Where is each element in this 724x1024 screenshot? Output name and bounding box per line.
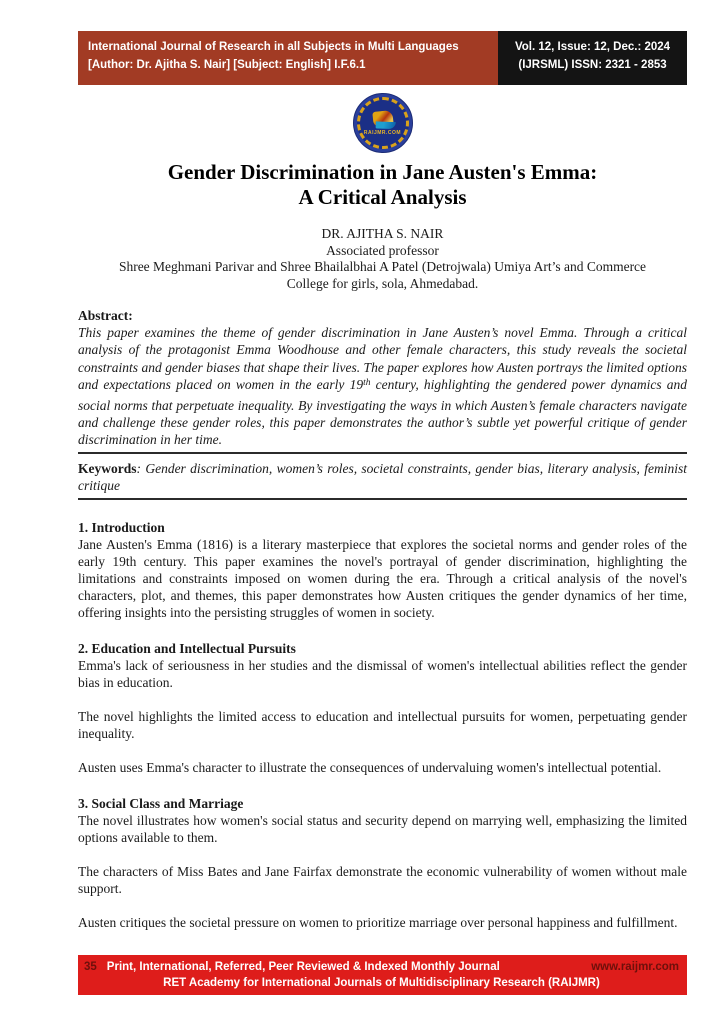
abstract-part2: century, highlighting the gendered power dynamics and social norms that perpetuate inequality. By investigating the ways in which Austen’s female characters navigate and challenge these gender roles, this paper demonstrates the author’s subtle yet powerful critique of gender discrimination in her time. bbox=[78, 377, 688, 448]
logo-outer-ring bbox=[357, 97, 409, 149]
journal-header-bar bbox=[78, 31, 687, 85]
author-designation: Associated professor bbox=[326, 242, 439, 258]
journal-author-subject: [Author: Dr. Ajitha S. Nair] [Subject: English] I.F.6.1 bbox=[88, 59, 366, 72]
section-paragraph: Jane Austen's Emma (1816) is a literary masterpiece that explores the societal norms and gender roles of the early 19th century. This paper examines the novel's portrayal of gender discrimination, highlighting the limitations and constraints imposed on women during the era. Through a critical analysis of the novel's characters, plot, and themes, this paper demonstrates how Austen critiques the gender dynamics of her time, offering insights into the persisting struggles of women in society. bbox=[78, 536, 687, 620]
abstract-part1: This paper examines the theme of gender discrimination in Jane Austen’s novel Emma. Through a critical analysis of the protagonist Emma Woodhouse and other female characters, this study reveals the societal constraints and gender biases that shape their lives. The paper explores how Austen portrays the limited options and expectations placed on women in the early 19 bbox=[78, 325, 687, 393]
section-heading: 3. Social Class and Marriage bbox=[78, 795, 244, 811]
journal-footer-bar bbox=[78, 955, 687, 995]
section-paragraph: The novel highlights the limited access to education and intellectual pursuits for women, perpetuating gender inequality. bbox=[78, 708, 687, 741]
author-affiliation-line2: College for girls, sola, Ahmedabad. bbox=[286, 275, 479, 291]
logo-container bbox=[78, 93, 687, 153]
page-title bbox=[78, 160, 687, 210]
author-name: DR. AJITHA S. NAIR bbox=[321, 226, 444, 241]
keywords-block bbox=[78, 460, 687, 495]
section-paragraph: Austen uses Emma's character to illustrate the consequences of undervaluing women's intellectual potential. bbox=[78, 759, 662, 775]
logo-scroll-emblem-icon bbox=[372, 109, 393, 126]
keywords-label: Keywords bbox=[78, 460, 137, 476]
author-affiliation-line1: Shree Meghmani Parivar and Shree Bhailalbhai A Patel (Detrojwala) Umiya Art’s and Commerce bbox=[118, 259, 647, 274]
raijmr-logo-icon bbox=[353, 93, 413, 153]
header-issue-info bbox=[498, 31, 687, 85]
journal-title: International Journal of Research in all Subjects in Multi Languages bbox=[88, 41, 459, 53]
section-paragraph: Austen critiques the societal pressure on women to prioritize marriage over personal happiness and fulfillment. bbox=[78, 914, 678, 930]
logo-label: RAIJMR.COM bbox=[363, 129, 402, 136]
page-number: 35 bbox=[84, 961, 97, 973]
header-journal-info bbox=[78, 31, 498, 85]
author-block bbox=[78, 226, 687, 292]
journal-issn: (IJRSML) ISSN: 2321 - 2853 bbox=[518, 59, 667, 72]
section-heading: 1. Introduction bbox=[78, 519, 165, 535]
section-introduction bbox=[78, 519, 687, 621]
section-heading: 2. Education and Intellectual Pursuits bbox=[78, 640, 296, 656]
journal-volume-issue: Vol. 12, Issue: 12, Dec.: 2024 bbox=[514, 41, 671, 53]
section-paragraph: The characters of Miss Bates and Jane Fairfax demonstrate the economic vulnerability of women without male support. bbox=[78, 863, 687, 896]
section-social-class bbox=[78, 795, 687, 931]
divider-rule bbox=[78, 498, 687, 500]
abstract-superscript: th bbox=[363, 378, 371, 389]
footer-website: www.raijmr.com bbox=[591, 961, 679, 973]
footer-line1 bbox=[84, 959, 679, 975]
divider-rule bbox=[78, 452, 687, 454]
paper-title-line2: A Critical Analysis bbox=[298, 185, 467, 209]
section-paragraph: Emma's lack of seriousness in her studies and the dismissal of women's intellectual abilities reflect the gender bias in education. bbox=[78, 657, 687, 690]
abstract-text bbox=[78, 324, 687, 449]
footer-journal-type: Print, International, Referred, Peer Reviewed & Indexed Monthly Journal bbox=[106, 961, 500, 973]
footer-left-group bbox=[84, 959, 500, 975]
paper-title-line1: Gender Discrimination in Jane Austen's Emma: bbox=[167, 160, 598, 184]
keywords-text: : Gender discrimination, women’s roles, societal constraints, gender bias, literary analysis, feminist critique bbox=[78, 460, 687, 494]
section-education bbox=[78, 640, 687, 776]
footer-academy: RET Academy for International Journals of Multidisciplinary Research (RAIJMR) bbox=[163, 977, 600, 989]
section-paragraph: The novel illustrates how women's social status and security depend on marrying well, emphasizing the limited options available to them. bbox=[78, 812, 687, 845]
abstract-heading: Abstract: bbox=[78, 308, 133, 323]
